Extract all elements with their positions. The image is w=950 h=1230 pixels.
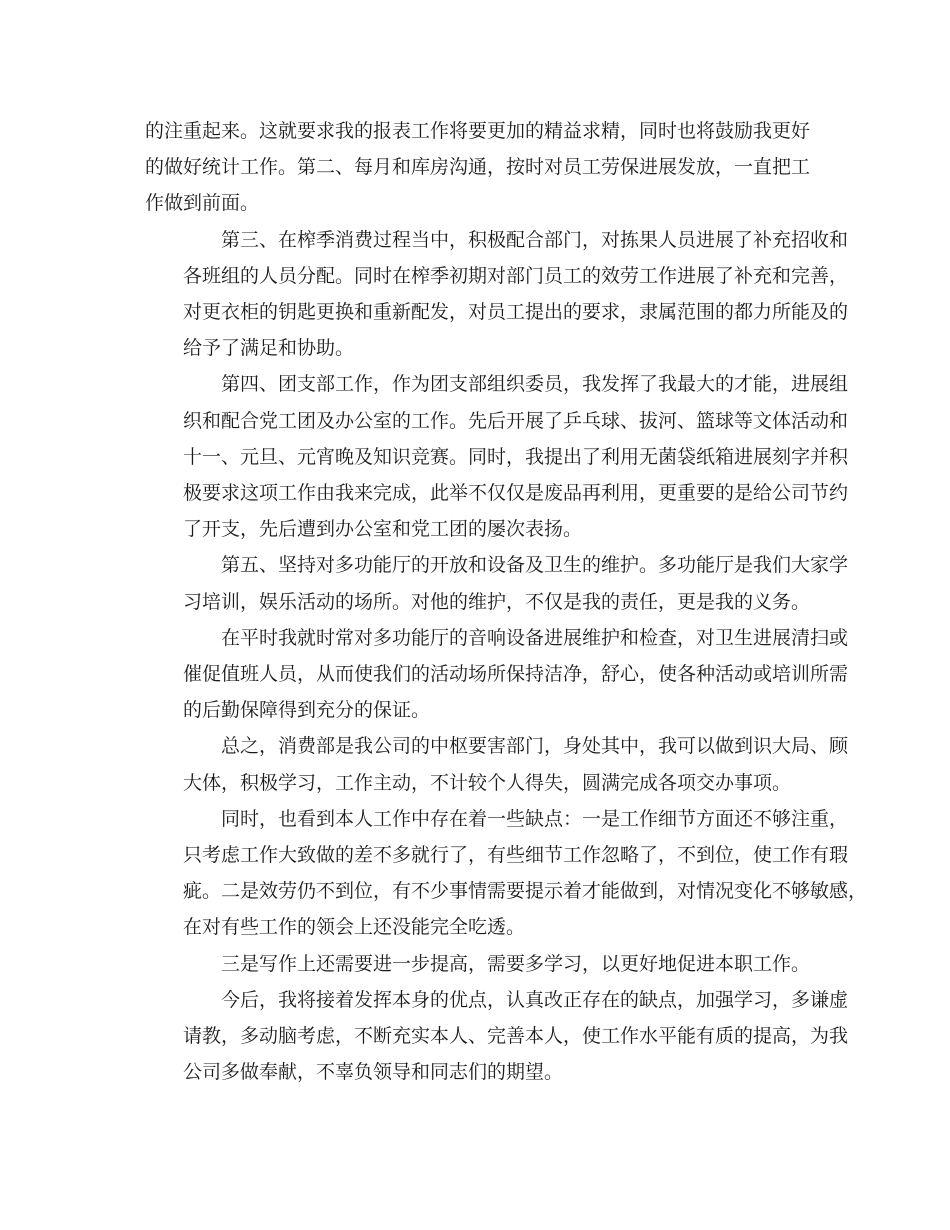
- paragraph: [145, 946, 811, 982]
- text-line: 习培训，娱乐活动的场所。对他的维护，不仅是我的责任，更是我的义务。: [183, 590, 811, 613]
- text-line: 各班组的人员分配。同时在榨季初期对部门员工的效劳工作进展了补充和完善，: [183, 264, 849, 287]
- text-line: 三是写作上还需要进一步提高，需要多学习，以更好地促进本职工作。: [221, 952, 811, 975]
- paragraph: [145, 547, 849, 619]
- text-line: 的做好统计工作。第二、每月和库房沟通，按时对员工劳保进展发放，一直把工: [145, 156, 811, 179]
- paragraph: [145, 728, 849, 800]
- text-line: 在平时我就时常对多功能厅的音响设备进展维护和检查，对卫生进展清扫或: [221, 626, 849, 649]
- text-line: 疵。二是效劳仍不到位，有不少事情需要提示着才能做到，对情况变化不够敏感，: [183, 880, 868, 903]
- text-line: 十一、元旦、元宵晚及知识竞赛。同时，我提出了利用无菌袋纸箱进展刻字并积: [183, 445, 849, 468]
- text-line: 请教，多动脑考虑，不断充实本人、完善本人，使工作水平能有质的提高，为我: [183, 1025, 849, 1048]
- text-line: 总之，消费部是我公司的中枢要害部门，身处其中，我可以做到识大局、顾: [221, 735, 849, 758]
- text-line: 只考虑工作大致做的差不多就行了，有些细节工作忽略了，不到位，使工作有瑕: [183, 844, 849, 867]
- text-line: 第三、在榨季消费过程当中，积极配合部门，对拣果人员进展了补充招收和: [221, 228, 849, 251]
- text-line: 织和配合党工团及办公室的工作。先后开展了乒乓球、拔河、篮球等文体活动和: [183, 409, 849, 432]
- text-line: 公司多做奉献，不辜负领导和同志们的期望。: [183, 1061, 564, 1084]
- text-line: 今后，我将接着发挥本身的优点，认真改正存在的缺点，加强学习，多谦虚: [221, 988, 849, 1011]
- text-line: 了开支，先后遭到办公室和党工团的屡次表扬。: [183, 518, 583, 541]
- document-body: [145, 113, 868, 1090]
- text-line: 的注重起来。这就要求我的报表工作将要更加的精益求精，同时也将鼓励我更好: [145, 120, 811, 142]
- text-line: 第四、团支部工作，作为团支部组织委员，我发挥了我最大的才能，进展组: [221, 373, 849, 396]
- text-line: 催促值班人员，从而使我们的活动场所保持洁净，舒心，使各种活动或培训所需: [183, 663, 849, 686]
- text-line: 在对有些工作的领会上还没能完全吃透。: [183, 916, 526, 939]
- text-line: 对更衣柜的钥匙更换和重新配发，对员工提出的要求，隶属范围的都力所能及的: [183, 301, 849, 324]
- paragraph: [145, 620, 849, 729]
- paragraph: [145, 982, 849, 1091]
- text-line: 同时，也看到本人工作中存在着一些缺点：一是工作细节方面还不够注重，: [221, 807, 849, 830]
- text-line: 极要求这项工作由我来完成，此举不仅仅是废品再利用，更重要的是给公司节约: [183, 482, 849, 505]
- text-line: 的后勤保障得到充分的保证。: [183, 699, 431, 722]
- text-line: 给予了满足和协助。: [183, 337, 355, 360]
- text-line: 作做到前面。: [145, 192, 260, 215]
- paragraph: [145, 222, 849, 367]
- text-line: 大体，积极学习，工作主动，不计较个人得失，圆满完成各项交办事项。: [183, 771, 792, 794]
- paragraph: [145, 366, 849, 547]
- paragraph: [145, 113, 811, 222]
- text-line: 第五、坚持对多功能厅的开放和设备及卫生的维护。多功能厅是我们大家学: [221, 554, 849, 577]
- paragraph: [145, 801, 868, 946]
